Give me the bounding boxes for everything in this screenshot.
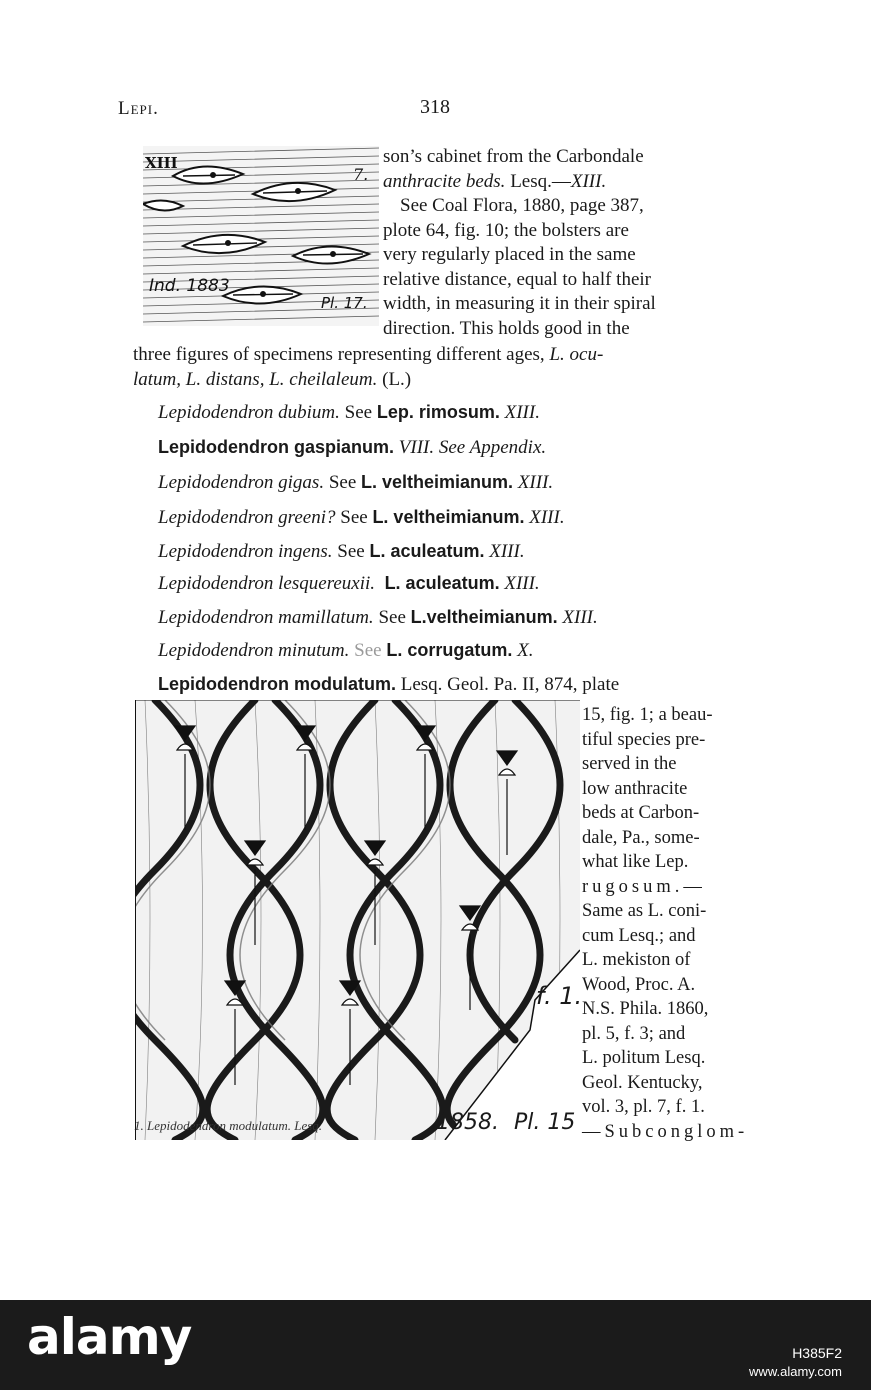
running-head: Lepi. bbox=[118, 98, 159, 119]
side-line: beds at Carbon- bbox=[582, 803, 700, 823]
text-line: very regularly placed in the same bbox=[383, 244, 636, 265]
text-line: son’s cabinet from the Carbondale bbox=[383, 146, 644, 167]
entry-modulatum: Lepidodendron modulatum. Lesq. Geol. Pa. II, 874, plate bbox=[158, 674, 620, 695]
figure-2-plate: Pl. 15 bbox=[514, 1110, 576, 1135]
figure-1-label-bottom-right: Pl. 17. bbox=[321, 294, 368, 312]
side-column-text bbox=[582, 703, 749, 1144]
side-line: served in the bbox=[582, 754, 677, 774]
alamy-logo: alamy bbox=[27, 1308, 192, 1366]
figure-1-label-left: XIII bbox=[145, 154, 178, 172]
side-line: L. politum Lesq. bbox=[582, 1048, 706, 1068]
figure-2-mark: f. 1. bbox=[536, 982, 583, 1010]
figure-2-year: 1858. bbox=[436, 1110, 499, 1135]
text-line: width, in measuring it in their spiral bbox=[383, 293, 656, 314]
side-line: —Subconglom- bbox=[582, 1121, 749, 1142]
side-line: Same as L. coni- bbox=[582, 901, 707, 921]
figure-1-label-top-right: 7. bbox=[353, 165, 369, 184]
entry-ingens: Lepidodendron ingens. See L. aculeatum. XIII. bbox=[158, 541, 525, 562]
paragraph-full-width bbox=[133, 343, 740, 392]
figure-1-label-bottom-left: Ind. 1883 bbox=[149, 276, 230, 296]
image-id: H385F2 bbox=[792, 1345, 842, 1361]
figure-2-engraving bbox=[135, 700, 583, 1140]
entry-mamillatum: Lepidodendron mamillatum. See L.veltheimianum. XIII. bbox=[158, 607, 598, 628]
text-line: relative distance, equal to half their bbox=[383, 268, 651, 290]
side-line: N.S. Phila. 1860, bbox=[582, 999, 709, 1019]
text-line: See Coal Flora, 1880, page 387, bbox=[400, 195, 644, 216]
entry-lesquereuxii: Lepidodendron lesquereuxii. L. aculeatum. XIII. bbox=[158, 573, 540, 594]
side-line: cum Lesq.; and bbox=[582, 925, 696, 946]
text-line: plote 64, fig. 10; the bolsters are bbox=[383, 219, 629, 241]
side-line: low anthracite bbox=[582, 778, 688, 799]
text-line: direction. This holds good in the bbox=[383, 317, 630, 339]
figure-1-engraving bbox=[143, 146, 379, 326]
entry-dubium: Lepidodendron dubium. See Lep. rimosum. XIII. bbox=[158, 402, 540, 423]
entry-gigas: Lepidodendron gigas. See L. veltheimianum. XIII. bbox=[158, 472, 554, 493]
side-line: vol. 3, pl. 7, f. 1. bbox=[582, 1097, 705, 1117]
figure-2-caption: 1. Lepidodendron modulatum. Lesq. bbox=[134, 1118, 323, 1133]
side-line: Geol. Kentucky, bbox=[582, 1072, 703, 1093]
text-line: anthracite beds. Lesq.—XIII. bbox=[383, 170, 607, 192]
side-line: what like Lep. bbox=[582, 852, 689, 872]
side-line: L. mekiston of bbox=[582, 950, 691, 970]
text-line: three figures of specimens representing different ages, L. ocu- bbox=[133, 344, 604, 365]
page-number: 318 bbox=[420, 96, 450, 118]
entry-greeni: Lepidodendron greeni? See L. veltheimianum. XIII. bbox=[158, 507, 565, 528]
entry-gaspianum: Lepidodendron gaspianum. VIII. See Appendix. bbox=[158, 437, 547, 458]
side-line: pl. 5, f. 3; and bbox=[582, 1023, 686, 1044]
side-line: tiful species pre- bbox=[582, 729, 706, 750]
text-line: latum, L. distans, L. cheilaleum. (L.) bbox=[133, 368, 412, 390]
side-line: rugosum.— bbox=[582, 876, 706, 897]
side-line: dale, Pa., some- bbox=[582, 827, 700, 848]
entry-minutum: Lepidodendron minutum. See L. corrugatum. X. bbox=[158, 640, 534, 661]
footer-url: www.alamy.com bbox=[749, 1364, 842, 1379]
side-line: Wood, Proc. A. bbox=[582, 974, 696, 995]
side-line: 15, fig. 1; a beau- bbox=[582, 705, 713, 725]
paragraph-wrapped bbox=[383, 145, 740, 341]
